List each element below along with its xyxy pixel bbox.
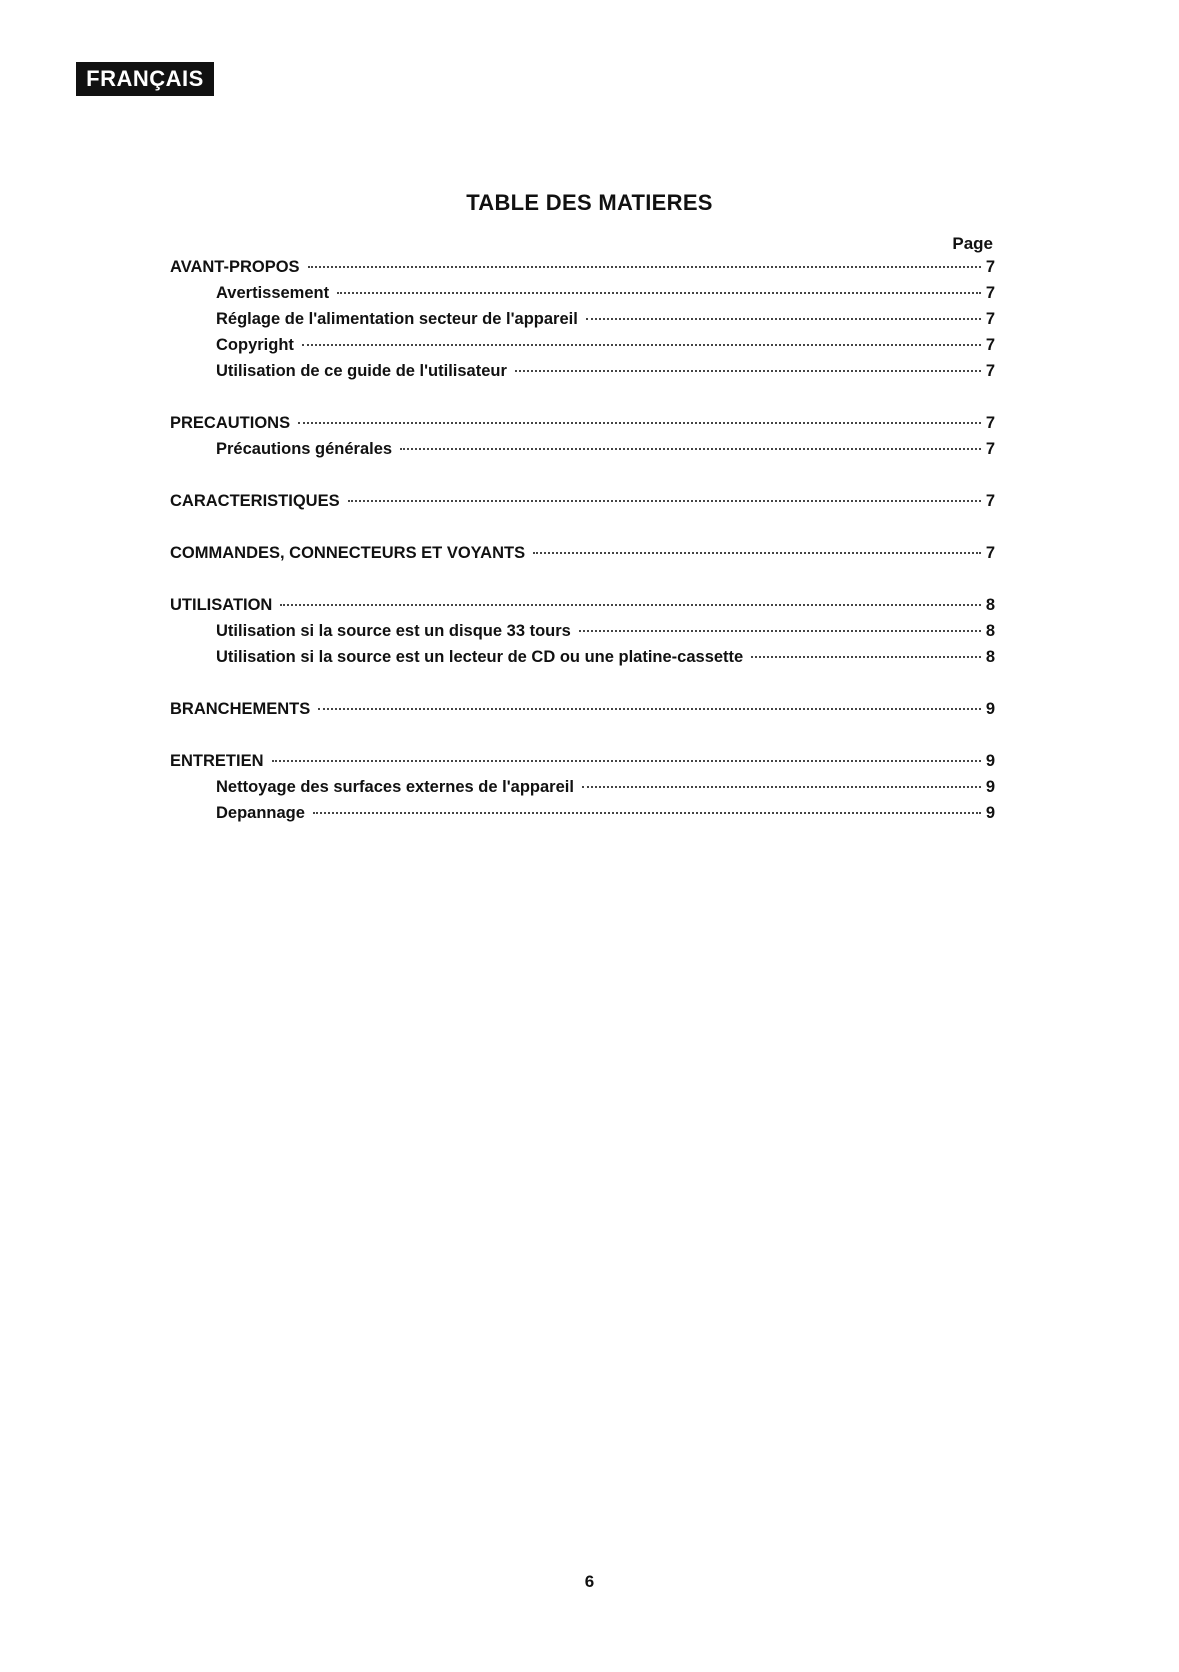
toc-entry-label: Avertissement [216, 284, 330, 302]
toc-subsection-entry[interactable] [170, 284, 995, 310]
dot-leader [348, 500, 981, 502]
toc-subsection-entry[interactable] [170, 648, 995, 674]
table-of-contents [170, 258, 995, 856]
dot-leader [579, 630, 981, 632]
page-column-heading: Page [952, 234, 993, 253]
toc-entry-page: 7 [985, 362, 995, 380]
toc-title: TABLE DES MATIERES [466, 190, 713, 215]
toc-entry-label: Utilisation si la source est un lecteur de CD ou une platine-cassette [216, 648, 744, 666]
toc-entry-label: Copyright [216, 336, 294, 354]
toc-group [170, 492, 995, 518]
toc-entry-page: 9 [985, 700, 995, 718]
dot-leader [298, 422, 981, 424]
toc-entry-label: PRECAUTIONS [170, 414, 291, 432]
toc-entry-page: 7 [985, 336, 995, 354]
toc-section-entry[interactable] [170, 544, 995, 570]
toc-entry-page: 9 [985, 752, 995, 770]
toc-entry-page: 7 [985, 284, 995, 302]
page-number: 6 [584, 1572, 595, 1591]
toc-entry-page: 7 [985, 258, 995, 276]
toc-entry-page: 9 [985, 804, 995, 822]
toc-subsection-entry[interactable] [170, 804, 995, 830]
toc-group [170, 596, 995, 674]
toc-entry-label: Précautions générales [216, 440, 393, 458]
toc-entry-label: Utilisation de ce guide de l'utilisateur [216, 362, 507, 380]
toc-entry-label: Réglage de l'alimentation secteur de l'appareil [216, 310, 578, 328]
dot-leader [515, 370, 981, 372]
toc-entry-page: 7 [985, 414, 995, 432]
toc-entry-label: Depannage [216, 804, 305, 822]
toc-subsection-entry[interactable] [170, 440, 995, 466]
toc-group [170, 752, 995, 830]
language-tab: FRANÇAIS [76, 62, 214, 96]
toc-entry-page: 7 [985, 544, 995, 562]
dot-leader [751, 656, 981, 658]
toc-entry-page: 7 [985, 492, 995, 510]
toc-entry-label: COMMANDES, CONNECTEURS ET VOYANTS [170, 544, 526, 562]
toc-entry-page: 7 [985, 440, 995, 458]
toc-subsection-entry[interactable] [170, 336, 995, 362]
toc-entry-label: BRANCHEMENTS [170, 700, 311, 718]
toc-subsection-entry[interactable] [170, 362, 995, 388]
dot-leader [280, 604, 981, 606]
toc-entry-page: 8 [985, 596, 995, 614]
toc-group [170, 414, 995, 466]
toc-entry-label: UTILISATION [170, 596, 273, 614]
dot-leader [272, 760, 981, 762]
toc-section-entry[interactable] [170, 700, 995, 726]
dot-leader [313, 812, 981, 814]
toc-entry-page: 9 [985, 778, 995, 796]
toc-entry-label: AVANT-PROPOS [170, 258, 300, 276]
toc-entry-label: Nettoyage des surfaces externes de l'appareil [216, 778, 574, 796]
toc-section-entry[interactable] [170, 258, 995, 284]
dot-leader [533, 552, 981, 554]
toc-entry-page: 8 [985, 648, 995, 666]
dot-leader [302, 344, 981, 346]
toc-group [170, 700, 995, 726]
dot-leader [582, 786, 981, 788]
toc-section-entry[interactable] [170, 492, 995, 518]
toc-entry-label: Utilisation si la source est un disque 33 tours [216, 622, 571, 640]
toc-entry-page: 7 [985, 310, 995, 328]
toc-subsection-entry[interactable] [170, 310, 995, 336]
toc-group [170, 258, 995, 388]
toc-section-entry[interactable] [170, 752, 995, 778]
dot-leader [308, 266, 981, 268]
dot-leader [337, 292, 981, 294]
dot-leader [586, 318, 981, 320]
dot-leader [318, 708, 981, 710]
toc-section-entry[interactable] [170, 414, 995, 440]
toc-entry-page: 8 [985, 622, 995, 640]
toc-section-entry[interactable] [170, 596, 995, 622]
toc-subsection-entry[interactable] [170, 622, 995, 648]
toc-subsection-entry[interactable] [170, 778, 995, 804]
toc-entry-label: ENTRETIEN [170, 752, 264, 770]
toc-group [170, 544, 995, 570]
toc-entry-label: CARACTERISTIQUES [170, 492, 340, 510]
dot-leader [400, 448, 981, 450]
